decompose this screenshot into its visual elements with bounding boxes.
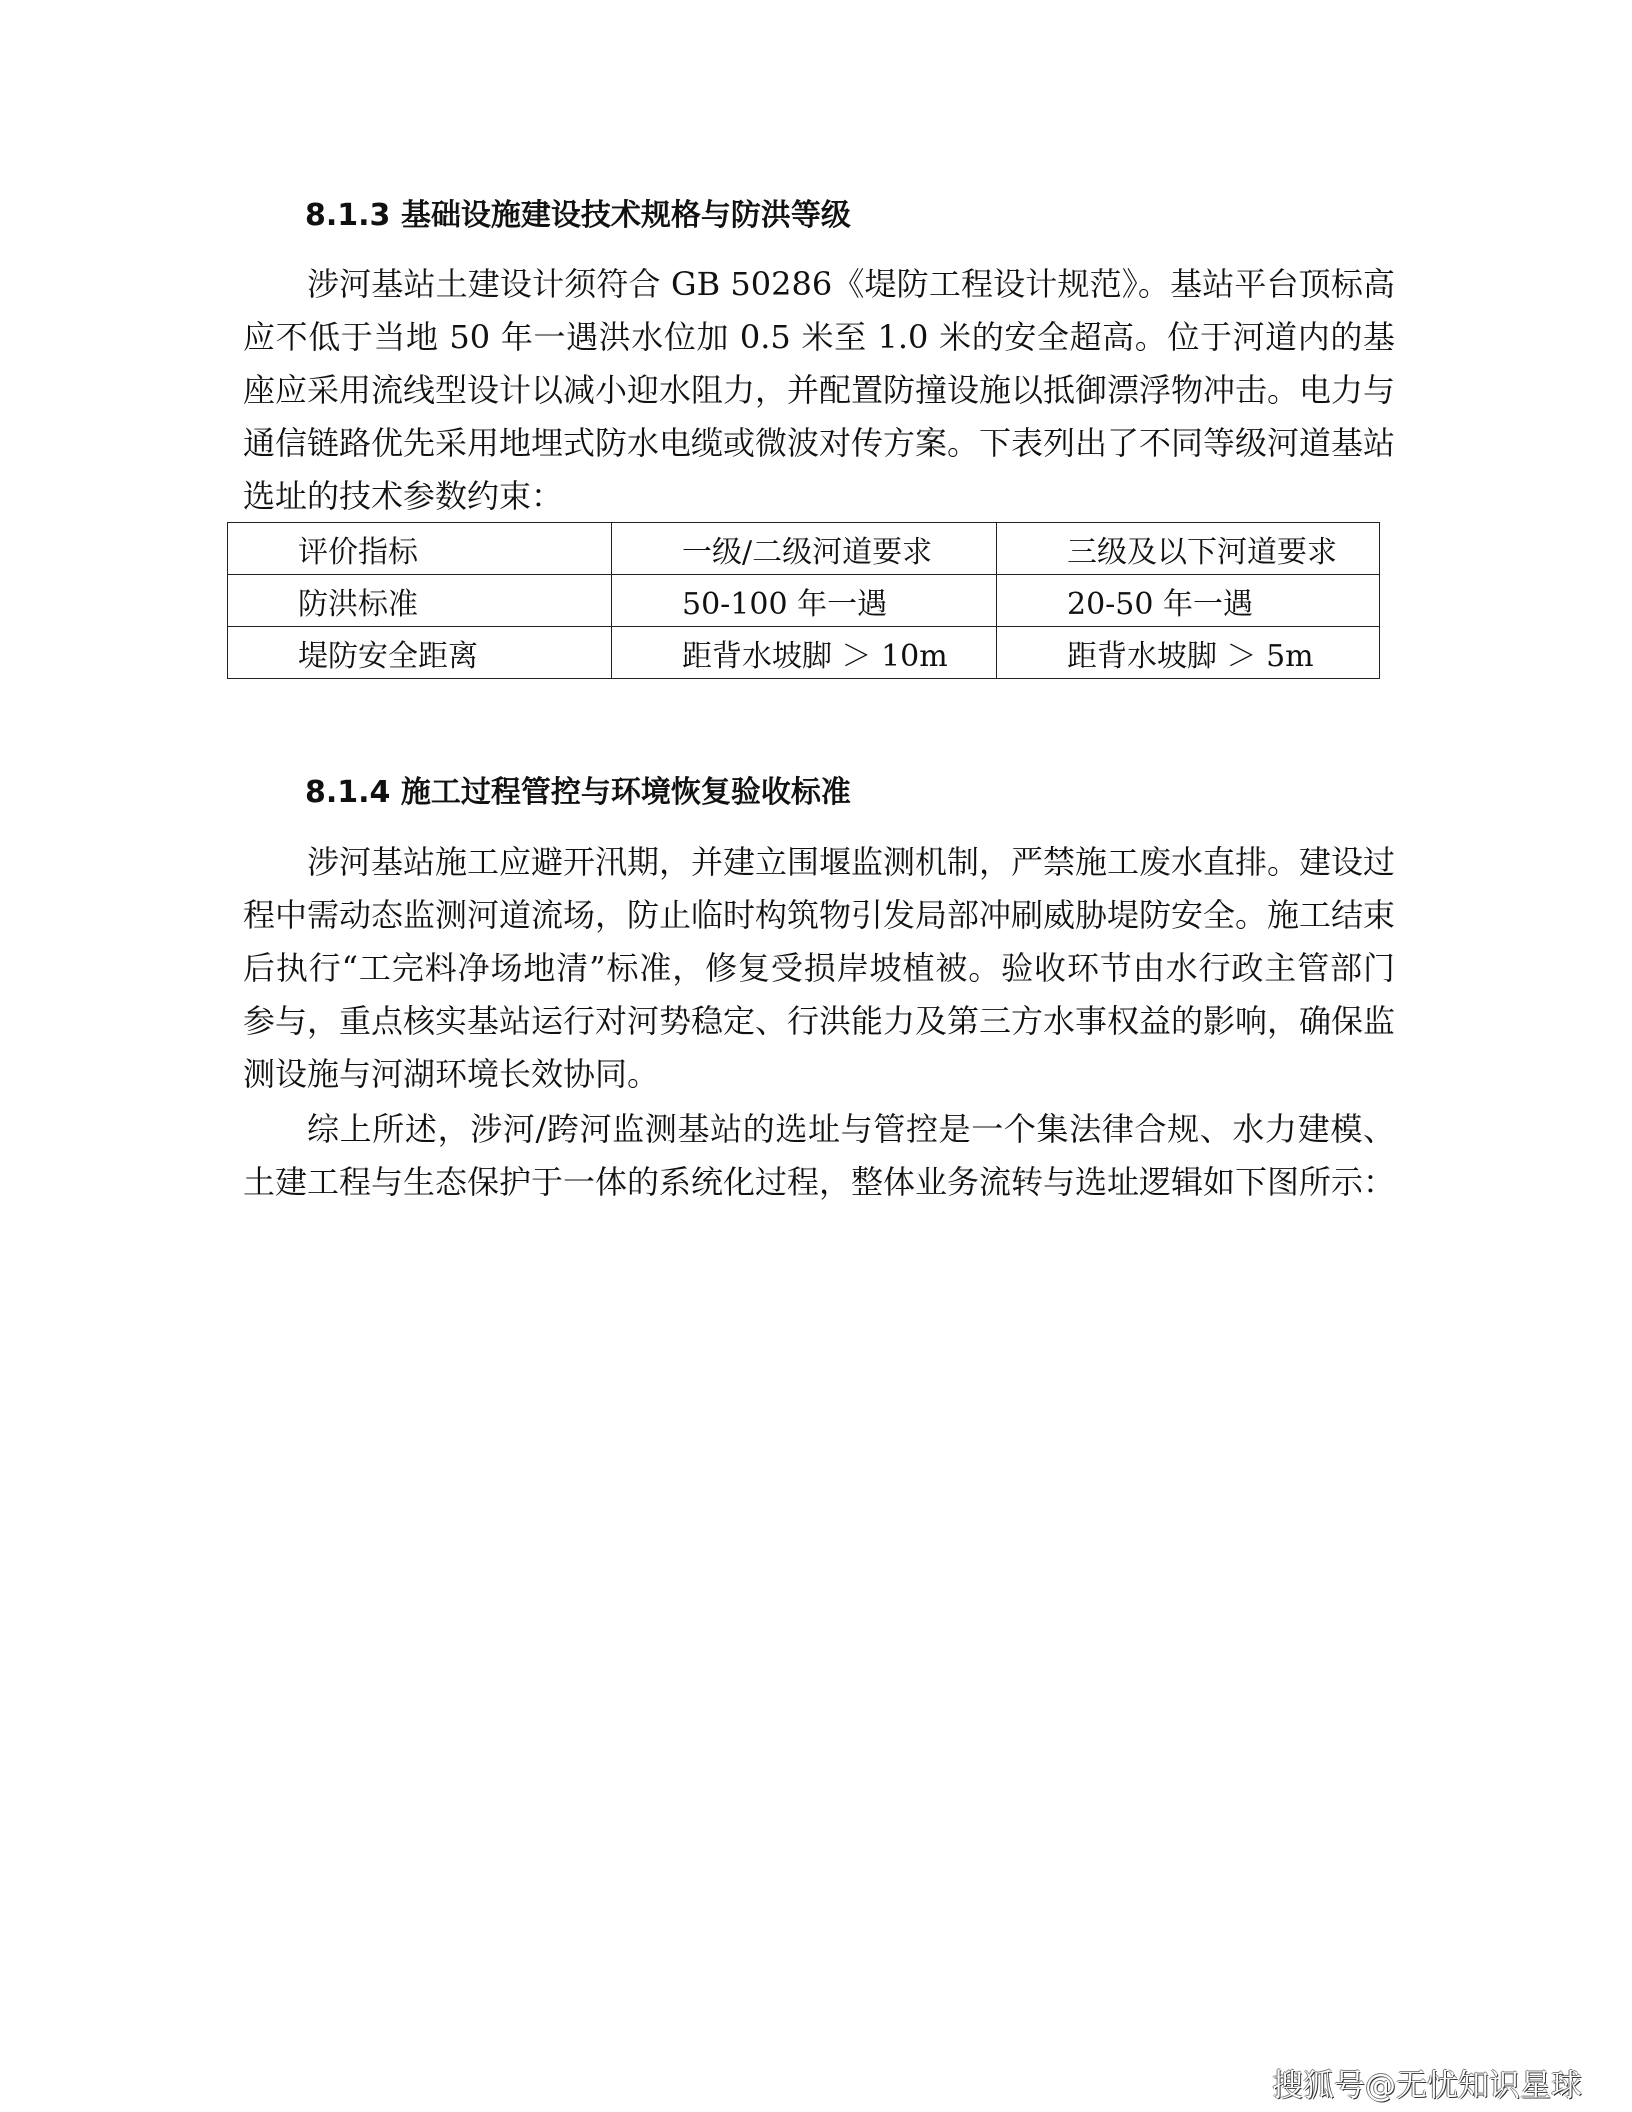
table-header-cell: 评价指标 <box>228 523 612 575</box>
table-row <box>228 627 1380 679</box>
table-cell: 距背水坡脚 ＞ 10m <box>612 627 997 679</box>
table-header-row <box>228 523 1380 575</box>
summary-paragraph: 综上所述，涉河/跨河监测基站的选址与管控是一个集法律合规、水力建模、土建工程与生态保护于一体的系统化过程，整体业务流转与选址逻辑如下图所示： <box>243 1110 1396 1201</box>
watermark: 搜狐号@无忧知识星球 <box>1272 2068 1582 2104</box>
section-heading-8-1-3: 8.1.3 基础设施建设技术规格与防洪等级 <box>305 198 851 233</box>
river-grade-requirements-table <box>227 522 1380 679</box>
table-cell: 20-50 年一遇 <box>997 575 1380 627</box>
section-8-1-3-paragraph: 涉河基站土建设计须符合 GB 50286《堤防工程设计规范》。基站平台顶标高应不低于当地 50 年一遇洪水位加 0.5 米至 1.0 米的安全超高。位于河道内的基座应采用流线型设计以减小迎水阻力，并配置防撞设施以抵御漂浮物冲击。电力与通信链路优先采用地埋式防水电缆或微波对传方案。下表列出了不同等级河道基站选址的技术参数约束： <box>243 265 1396 515</box>
section-8-1-4-paragraph: 涉河基站施工应避开汛期，并建立围堰监测机制，严禁施工废水直排。建设过程中需动态监测河道流场，防止临时构筑物引发局部冲刷威胁堤防安全。施工结束后执行“工完料净场地清”标准，修复受损岸坡植被。验收环节由水行政主管部门参与，重点核实基站运行对河势稳定、行洪能力及第三方水事权益的影响，确保监测设施与河湖环境长效协同。 <box>243 843 1396 1093</box>
table-cell: 堤防安全距离 <box>228 627 612 679</box>
table-cell: 50-100 年一遇 <box>612 575 997 627</box>
section-heading-8-1-4: 8.1.4 施工过程管控与环境恢复验收标准 <box>305 775 851 810</box>
table-header-cell: 一级/二级河道要求 <box>612 523 997 575</box>
table-cell: 防洪标准 <box>228 575 612 627</box>
table-header-cell: 三级及以下河道要求 <box>997 523 1380 575</box>
table-row <box>228 575 1380 627</box>
table-cell: 距背水坡脚 ＞ 5m <box>997 627 1380 679</box>
